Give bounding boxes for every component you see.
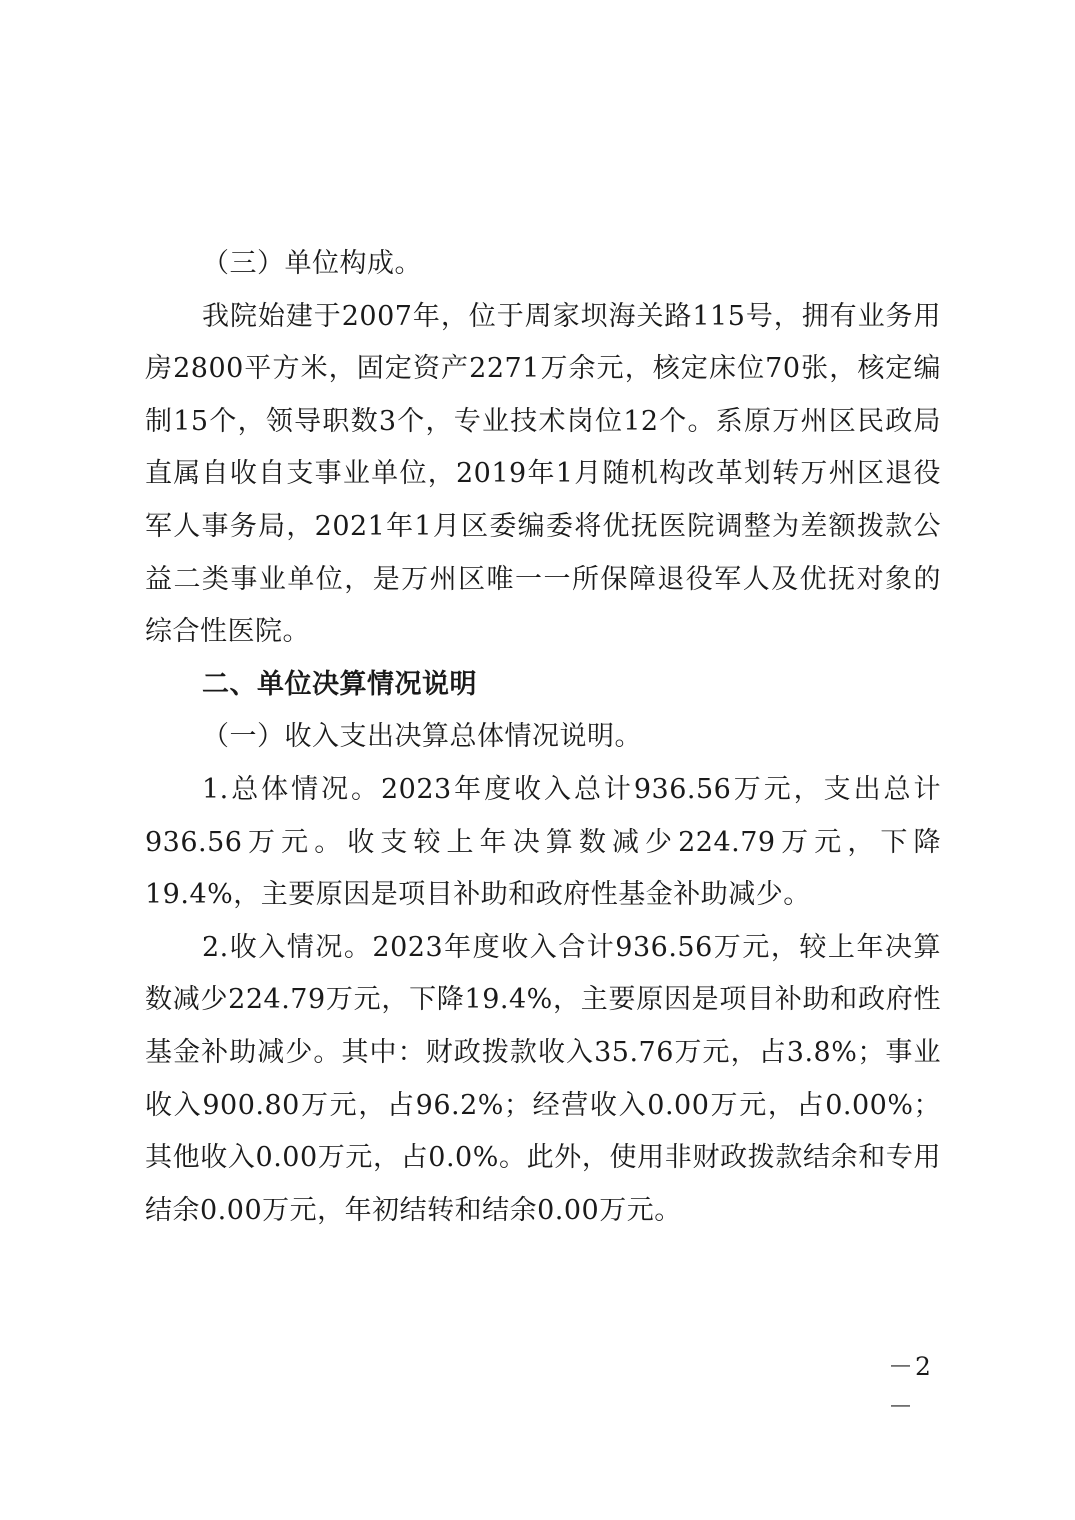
document-body [145, 238, 941, 1237]
paragraph-overall-situation: 1.总体情况。2023年度收入总计936.56万元，支出总计936.56万元。收支较上年决算数减少224.79万元，下降19.4%，主要原因是项目补助和政府性基金补助减少。 [145, 773, 941, 911]
paragraph-income-situation: 2.收入情况。2023年度收入合计936.56万元，较上年决算数减少224.79万元，下降19.4%，主要原因是项目补助和政府性基金补助减少。其中：财政拨款收入35.76万元，占3.8%；事业收入900.80万元，占96.2%；经营收入0.00万元，占0.00%；其他收入0.00万元，占0.0%。此外，使用非财政拨款结余和专用结余0.00万元，年初结转和结余0.00万元。 [145, 931, 941, 1226]
section-heading-final-accounts: 二、单位决算情况说明 [202, 668, 477, 700]
section-subheading-unit-composition: （三）单位构成。 [202, 248, 422, 279]
section-subheading-income-expenditure: （一）收入支出决算总体情况说明。 [202, 721, 642, 753]
paragraph-hospital-overview: 我院始建于2007年，位于周家坝海关路115号，拥有业务用房2800平方米，固定资产2271万余元，核定床位70张，核定编制15个，领导职数3个，专业技术岗位12个。系原万州区民政局直属自收自支事业单位，2019年1月随机构改革划转万州区退役军人事务局，2021年1月区委编委将优抚医院调整为差额拨款公益二类事业单位，是万州区唯一一所保障退役军人及优抚对象的综合性医院。 [145, 300, 941, 648]
page-number: －2－ [888, 1352, 933, 1421]
